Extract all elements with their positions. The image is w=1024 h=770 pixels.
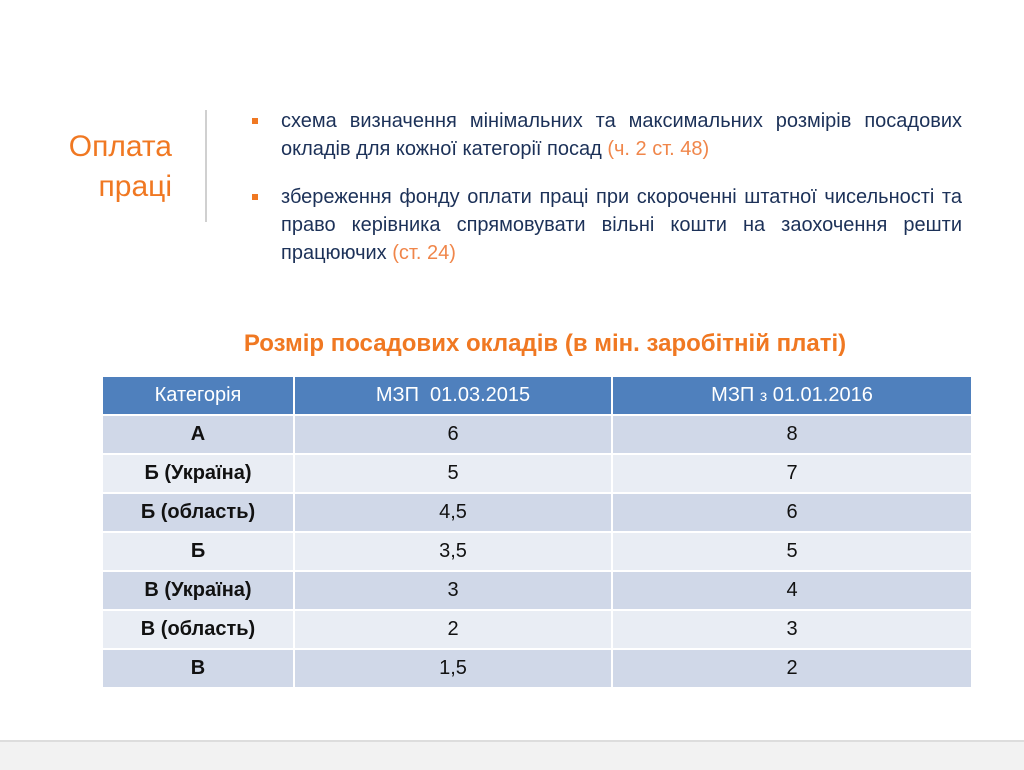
cell-category: Б (область): [102, 493, 294, 532]
cell-mzp-2016: 5: [612, 532, 972, 571]
table-header-row: [102, 376, 972, 415]
header-mzp-2016: [612, 376, 972, 415]
table-row: [102, 493, 972, 532]
slide-title-line-1: Оплата: [68, 130, 172, 163]
cell-mzp-2015: 1,5: [294, 649, 612, 688]
bullet-text: збереження фонду оплати праці при скороченні штатної чисельності та право керівника спрямовувати вільні кошти на заохочення решти працюючих: [281, 186, 962, 264]
table-row: [102, 610, 972, 649]
header-mzp-2016-small: з: [759, 388, 768, 405]
cell-category: В (Україна): [102, 571, 294, 610]
bullet-reference: (ч. 2 ст. 48): [607, 138, 710, 160]
bullet-reference: (ст. 24): [392, 242, 456, 264]
slide-title-line-2: праці: [98, 170, 172, 203]
cell-mzp-2016: 3: [612, 610, 972, 649]
title-divider: [205, 110, 207, 222]
cell-mzp-2015: 3: [294, 571, 612, 610]
cell-mzp-2016: 2: [612, 649, 972, 688]
table-row: [102, 454, 972, 493]
cell-mzp-2015: 2: [294, 610, 612, 649]
cell-mzp-2016: 6: [612, 493, 972, 532]
header-category: Категорія: [102, 376, 294, 415]
cell-mzp-2016: 7: [612, 454, 972, 493]
salary-table: [101, 375, 973, 689]
table-row: [102, 571, 972, 610]
cell-mzp-2015: 4,5: [294, 493, 612, 532]
cell-mzp-2015: 3,5: [294, 532, 612, 571]
header-mzp-2015: МЗП 01.03.2015: [294, 376, 612, 415]
cell-mzp-2015: 5: [294, 454, 612, 493]
cell-mzp-2015: 6: [294, 415, 612, 454]
slide-title: [20, 127, 172, 207]
bullet-item: [252, 183, 962, 267]
cell-category: Б: [102, 532, 294, 571]
header-mzp-2016-prefix: МЗП: [711, 384, 760, 406]
table-row: [102, 649, 972, 688]
footer-band: [0, 740, 1024, 770]
table-row: [102, 415, 972, 454]
bullet-list: [252, 107, 962, 287]
square-bullet-icon: [252, 118, 258, 124]
cell-category: В (область): [102, 610, 294, 649]
cell-category: Б (Україна): [102, 454, 294, 493]
table-row: [102, 532, 972, 571]
cell-category: В: [102, 649, 294, 688]
square-bullet-icon: [252, 194, 258, 200]
cell-mzp-2016: 8: [612, 415, 972, 454]
header-mzp-2016-suffix: 01.01.2016: [767, 384, 873, 406]
bullet-text: схема визначення мінімальних та максимальних розмірів посадових окладів для кожної категорії посад: [281, 110, 962, 160]
cell-category: А: [102, 415, 294, 454]
cell-mzp-2016: 4: [612, 571, 972, 610]
table-heading: Розмір посадових окладів (в мін. заробітній платі): [243, 330, 847, 357]
bullet-item: [252, 107, 962, 163]
